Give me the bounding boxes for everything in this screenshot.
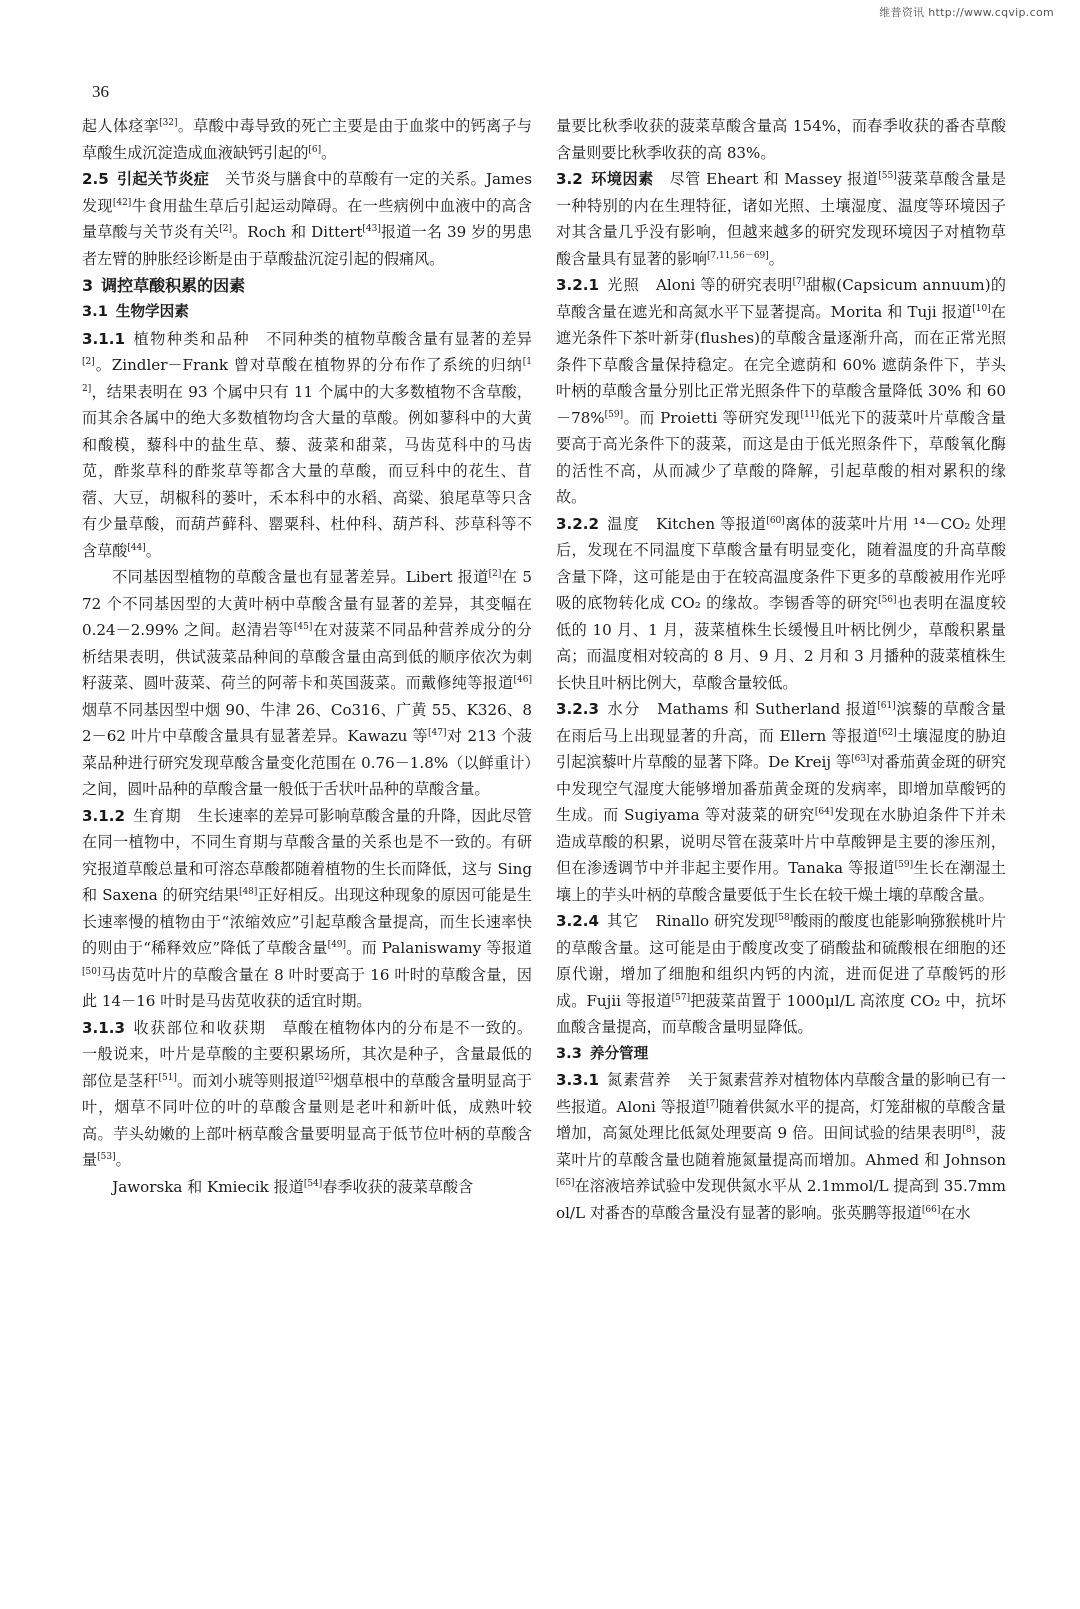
page-number: 36 — [92, 82, 109, 101]
paragraph-intro: 起人体痉挛[32]。草酸中毒导致的死亡主要是由于血浆中的钙离子与草酸生成沉淀造成血液缺钙引起的[6]。 — [82, 117, 532, 162]
right-column — [556, 113, 1006, 1226]
section-3-2-4: 3.2.4 其它 Rinallo 研究发现[58]酸雨的酸度也能影响猕猴桃叶片的草酸含量。这可能是由于酸度改变了硝酸盐和硫酸根在细胞的还原代谢，增加了细胞和组织内钙的内流，进而促进了草酸钙的形成。Fujii 等报道[57]把菠菜苗置于 1000μl/L 高浓度 CO₂ 中，抗坏血酸含量提高，而草酸含量明显降低。 — [556, 912, 1006, 1036]
paragraph-continued: 量要比秋季收获的菠菜草酸含量高 154%，而春季收获的番杏草酸含量则要比秋季收获的高 83%。 — [556, 117, 1006, 162]
heading-section-3: 3 调控草酸积累的因素 — [82, 276, 246, 295]
section-2-5: 2.5 引起关节炎症 关节炎与膳食中的草酸有一定的关系。James 发现[42]牛食用盐生草后引起运动障碍。在一些病例中血液中的高含量草酸与关节炎有关[2]。Roch 和 Dittert[43]报道一名 39 岁的男患者左臂的肿胀经诊断是由于草酸盐沉淀引起的假痛风。 — [82, 170, 532, 268]
paragraph-jaworska: Jaworska 和 Kmiecik 报道[54]春季收获的菠菜草酸含 — [112, 1177, 474, 1196]
section-3-1-1: 3.1.1 植物种类和品种 不同种类的植物草酸含量有显著的差异[2]。Zindler－Frank 曾对草酸在植物界的分布作了系统的归纳[12]，结果表明在 93 个属中只有 11 个属中的大多数植物不含草酸，而其余各属中的绝大多数植物均含大量的草酸。例如蓼科中的大黄和酸模，藜科中的盐生草、藜、菠菜和甜菜，马齿苋科中的马齿苋，酢浆草科的酢浆草等都含大量的草酸，而豆科中的花生、苜蓿、大豆，胡椒科的蒌叶，禾本科中的水稻、高粱、狼尾草等只含有少量草酸，而葫芦藓科、罂粟科、杜仲科、葫芦科、莎草科等不含草酸[44]。 — [82, 329, 532, 560]
heading-section-3-3: 3.3 养分管理 — [556, 1044, 649, 1062]
paragraph-genotype: 不同基因型植物的草酸含量也有显著差异。Libert 报道[2]在 572 个不同基因型的大黄叶柄中草酸含量有显著的差异，其变幅在 0.24－2.99% 之间。赵清岩等[45]在对菠菜不同品种营养成分的分析结果表明，供试菠菜品种间的草酸含量由高到低的顺序依次为刺籽菠菜、圆叶菠菜、荷兰的阿蒂卡和英国菠菜。而戴修纯等报道[46]烟草不同基因型中烟 90、牛津 26、Co316、广黄 55、K326、82－62 叶片中草酸含量具有显著差异。Kawazu 等[47]对 213 个菠菜品种进行研究发现草酸含量变化范围在 0.76－1.8%（以鲜重计）之间，圆叶品种的草酸含量一般低于舌状叶品种的草酸含量。 — [82, 568, 532, 798]
heading-section-3-1: 3.1 生物学因素 — [82, 303, 189, 320]
section-3-1-2: 3.1.2 生育期 生长速率的差异可影响草酸含量的升降，因此尽管在同一植物中，不同生育期与草酸含量的关系也是不一致的。有研究报道草酸总量和可溶态草酸都随着植物的生长而降低，这与 Sing 和 Saxena 的研究结果[48]正好相反。出现这种现象的原因可能是生长速率慢的植物由于“浓缩效应”引起草酸含量提高，而生长速率快的则由于“稀释效应”降低了草酸含量[49]。而 Palaniswamy 等报道[50]马齿苋叶片的草酸含量在 8 叶时要高于 16 叶时的草酸含量，因此 14－16 叶时是马齿苋收获的适宜时期。 — [82, 806, 532, 1010]
section-3-2-2: 3.2.2 温度 Kitchen 等报道[60]离体的菠菜叶片用 ¹⁴－CO₂ 处理后，发现在不同温度下草酸含量有明显变化，随着温度的升高草酸含量下降，这可能是由于在较高温度条件下更多的草酸被用作光呼吸的底物转化成 CO₂ 的缘故。李锡香等的研究[56]也表明在温度较低的 10 月、1 月，菠菜植株生长缓慢且叶柄比例少，草酸积累量高；而温度相对较高的 8 月、9 月、2 月和 3 月播种的菠菜植株生长快且叶柄比例大，草酸含量较低。 — [556, 514, 1007, 692]
section-3-1-3: 3.1.3 收获部位和收获期 草酸在植物体内的分布是不一致的。一般说来，叶片是草酸的主要积累场所，其次是种子，含量最低的部位是茎秆[51]。而刘小琥等则报道[52]烟草根中的草酸含量明显高于叶，烟草不同叶位的叶的草酸含量则是老叶和新叶低，成熟叶较高。芋头幼嫩的上部叶柄草酸含量要明显高于低节位叶柄的草酸含量[53]。 — [82, 1018, 532, 1169]
section-3-2-3: 3.2.3 水分 Mathams 和 Sutherland 报道[61]滨藜的草酸含量在雨后马上出现显著的升高，而 Ellern 等报道[62]土壤湿度的胁迫引起滨藜叶片草酸的显著下降。De Kreij 等[63]对番茄黄金斑的研究中发现空气湿度大能够增加番茄黄金斑的发病率，即增加草酸钙的生成。而 Sugiyama 等对菠菜的研究[64]发现在水胁迫条件下并未造成草酸的积累，说明尽管在菠菜叶片中草酸钾是主要的渗压剂，但在渗透调节中并非起主要作用。Tanaka 等报道[59]生长在潮湿土壤上的芋头叶柄的草酸含量要低于生长在较干燥土壤的草酸含量。 — [556, 700, 1007, 904]
section-3-3-1: 3.3.1 氮素营养 关于氮素营养对植物体内草酸含量的影响已有一些报道。Aloni 等报道[7]随着供氮水平的提高，灯笼甜椒的草酸含量增加，高氮处理比低氮处理要高 9 倍。田间试验的结果表明[8]，菠菜叶片的草酸含量也随着施氮量提高而增加。Ahmed 和 Johnson[65]在溶液培养试验中发现供氮水平从 2.1mmol/L 提高到 35.7mmol/L 对番杏的草酸含量没有显著的影响。张英鹏等报道[66]在水 — [556, 1071, 1006, 1222]
section-3-2-1: 3.2.1 光照 Aloni 等的研究表明[7]甜椒(Capsicum annuum)的草酸含量在遮光和高氮水平下显著提高。Morita 和 Tuji 报道[10]在遮光条件下茶叶新芽(flushes)的草酸含量逐渐升高，而在正常光照条件下草酸含量保持稳定。在完全遮荫和 60% 遮荫条件下，芋头叶柄的草酸含量分别比正常光照条件下的草酸含量降低 30% 和 60－78%[59]。而 Proietti 等研究发现[11]低光下的菠菜叶片草酸含量要高于高光条件下的菠菜，而这是由于低光照条件下，草酸氧化酶的活性不高，从而减少了草酸的降解，引起草酸的相对累积的缘故。 — [556, 276, 1006, 506]
section-3-2: 3.2 环境因素 尽管 Eheart 和 Massey 报道[55]菠菜草酸含量是一种特别的内在生理特征，诸如光照、土壤湿度、温度等环境因子对其含量几乎没有影响，但越来越多的研究发现环境因子对植物草酸含量具有显著的影响[7,11,56－69]。 — [556, 170, 1006, 268]
left-column — [82, 113, 532, 1200]
watermark: 维普资讯 http://www.cqvip.com — [879, 6, 1054, 19]
